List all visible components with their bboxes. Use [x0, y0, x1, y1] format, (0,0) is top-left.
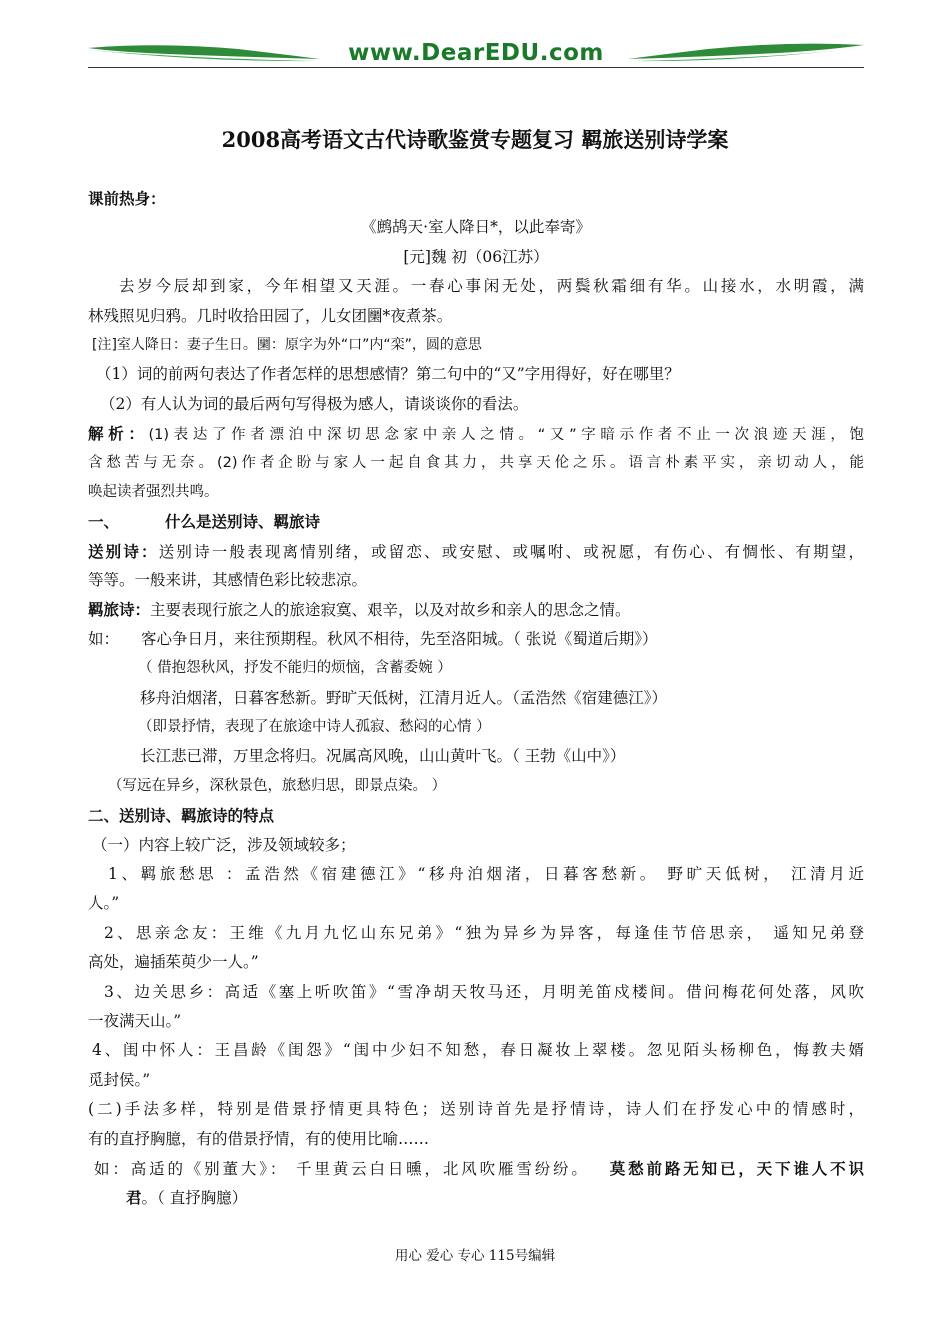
poem-line: 林残照见归鸦。几时收拾田园了，儿女团圞*夜煮茶。	[88, 306, 453, 325]
example-prefix: 如：高适的《别董大》： 千里黄云白日曛，北风吹雁雪纷纷。	[94, 1159, 590, 1178]
item-text: 高处，遍插茱萸少一人。”	[88, 953, 259, 972]
page-header	[88, 38, 864, 72]
subsection-text: 有的直抒胸臆，有的借景抒情，有的使用比喻……	[88, 1129, 430, 1148]
site-url[interactable]: www.DearEDU.com	[348, 40, 604, 66]
farewell-text: 送别诗一般表现离情别绪，或留恋、或安慰、或嘱咐、或祝愿，有伤心、有惆怅、有期望，	[158, 542, 864, 561]
question-1: （1）词的前两句表达了作者怎样的思想感情？第二句中的“又”字用得好，好在哪里？	[96, 365, 680, 384]
page-title: 2008高考语文古代诗歌鉴赏专题复习 羁旅送别诗学案	[221, 127, 729, 152]
example-tail: 。（ 直抒胸臆）	[141, 1189, 248, 1208]
answer-text: (1)表达了作者漂泊中深切思念家中亲人之情。“又”字暗示作者不止一次浪迹天涯，饱	[148, 427, 864, 444]
poem-line: 去岁今辰却到家，今年相望又天涯。一春心事闲无处，两鬓秋霜细有华。山接水，水明霞，满	[119, 277, 864, 296]
travel-label: 羁旅诗：	[88, 600, 151, 620]
section1-number: 一、	[88, 512, 120, 532]
example-poem: 客心争日月，来往预期程。秋风不相待，先至洛阳城。（ 张说《蜀道后期》）	[141, 629, 658, 648]
page-footer: 用心 爱心 专心 115号编辑	[394, 1248, 556, 1264]
example-poem: 移舟泊烟渚，日暮客愁新。野旷天低树，江清月近人。（孟浩然《宿建德江》）	[140, 688, 668, 707]
poem-title: 《鹧鸪天·室人降日*，以此奉寄》	[361, 218, 591, 237]
header-rule	[88, 67, 864, 68]
farewell-text: 等等。一般来讲，其感情色彩比较悲凉。	[88, 571, 368, 590]
example-emphasis: 君	[126, 1188, 142, 1208]
item-text: 4、闺中怀人：王昌龄《闺怨》“闺中少妇不知愁，春日凝妆上翠楼。忽见陌头杨柳色，悔教夫婿	[92, 1041, 864, 1060]
answer-label: 解析：	[88, 424, 149, 444]
item-text: 一夜满天山。”	[88, 1011, 182, 1030]
subsection-text: (二)手法多样，特别是借景抒情更具特色；送别诗首先是抒情诗，诗人们在抒发心中的情感时，	[88, 1100, 864, 1119]
question-2: （2）有人认为词的最后两句写得极为感人，请谈谈你的看法。	[100, 394, 529, 413]
item-text: 3、边关思乡：高适《塞上听吹笛》“雪净胡天牧马还，月明羌笛戍楼间。借问梅花何处落，风吹	[104, 982, 864, 1001]
answer-text: 含愁苦与无奈。(2)作者企盼与家人一起自食其力，共享天伦之乐。语言朴素平实，亲切动人，能	[88, 454, 864, 471]
travel-text: 主要表现行旅之人的旅途寂寞、艰辛，以及对故乡和亲人的思念之情。	[150, 601, 631, 620]
example-poem: 长江悲已滞，万里念将归。况属高风晚，山山黄叶飞。（ 王勃《山中》）	[140, 747, 626, 766]
example-note: （即景抒情，表现了在旅途中诗人孤寂、愁闷的心情 ）	[138, 719, 491, 736]
item-text: 2、思亲念友：王维《九月九忆山东兄弟》“独为异乡为异客，每逢佳节倍思亲， 遥知兄弟登	[104, 923, 864, 942]
warmup-heading: 课前热身：	[88, 189, 166, 208]
item-text: 觅封侯。”	[88, 1070, 151, 1089]
answer-text: 唤起读者强烈共鸣。	[88, 483, 219, 500]
example-note: （ 借抱怨秋风，抒发不能归的烦恼，含蓄委婉 ）	[138, 660, 452, 677]
poem-author: [元]魏 初（06江苏）	[403, 247, 549, 266]
farewell-label: 送别诗：	[88, 541, 159, 561]
subsection-heading: （一）内容上较广泛，涉及领域较多；	[92, 835, 356, 854]
section1-heading: 什么是送别诗、羁旅诗	[165, 512, 321, 532]
item-text: 1、羁旅愁思 ：孟浩然《宿建德江》“移舟泊烟渚，日暮客愁新。 野旷天低树， 江清月近	[108, 864, 864, 883]
section2-heading: 二、送别诗、羁旅诗的特点	[88, 806, 275, 826]
poem-note: [注]室人降日：妻子生日。圞：原字为外“口”内“栾”，圆的意思	[92, 336, 482, 353]
example-label: 如：	[88, 629, 120, 648]
document-body	[88, 184, 864, 1213]
example-note: （写远在异乡，深秋景色，旅愁归思，即景点染。 ）	[108, 777, 447, 794]
item-text: 人。”	[88, 894, 120, 913]
example-emphasis: 莫愁前路无知已，天下谁人不识	[609, 1158, 864, 1178]
